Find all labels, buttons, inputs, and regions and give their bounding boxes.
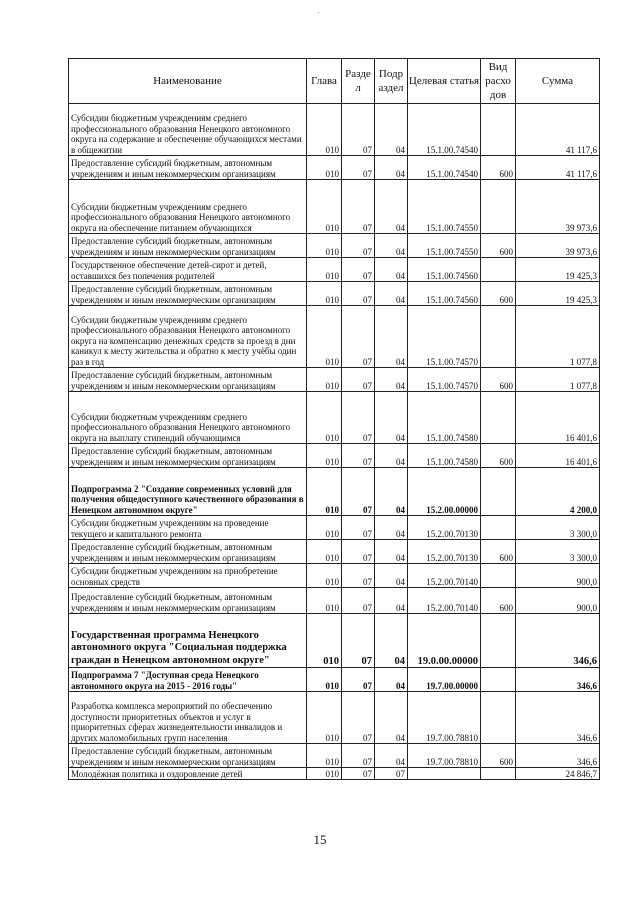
cell-celevaya: 19.0.00.00000 (408, 614, 481, 668)
cell-vid (481, 614, 516, 668)
cell-name: Молодёжная политика и оздоровление детей (69, 768, 307, 780)
header-podrazdel: Подр аздел (375, 59, 408, 104)
cell-podrazdel: 04 (375, 234, 408, 258)
table-row (69, 368, 600, 392)
table-header-row (69, 59, 600, 104)
cell-name: Подпрограмма 2 "Создание современных условий для получения общедоступного качественного образования в Ненецком автономном округе" (69, 468, 307, 516)
header-razdel: Разде л (342, 59, 375, 104)
header-name: Наименование (69, 59, 307, 104)
cell-summa: 346,6 (516, 614, 600, 668)
table-row (69, 614, 600, 668)
table-row (69, 282, 600, 306)
cell-glava: 010 (307, 744, 342, 768)
cell-name: Субсидии бюджетным учреждениям среднего профессионального образования Ненецкого автономного округа на выплату стипендий обучающимся (69, 392, 307, 444)
cell-name: Предоставление субсидий бюджетным, автономным учреждениям и иным некоммерческим организациям (69, 234, 307, 258)
cell-razdel: 07 (342, 258, 375, 282)
cell-glava: 010 (307, 444, 342, 468)
cell-summa: 3 300,0 (516, 540, 600, 564)
cell-celevaya: 15.1.00.74570 (408, 306, 481, 368)
cell-podrazdel: 04 (375, 104, 408, 156)
cell-razdel: 07 (342, 368, 375, 392)
cell-podrazdel: 07 (375, 768, 408, 780)
cell-podrazdel: 04 (375, 668, 408, 692)
cell-glava: 010 (307, 468, 342, 516)
cell-vid: 600 (481, 282, 516, 306)
cell-glava: 010 (307, 282, 342, 306)
cell-celevaya: 15.2.00.00000 (408, 468, 481, 516)
cell-summa: 346,6 (516, 744, 600, 768)
cell-podrazdel: 04 (375, 258, 408, 282)
cell-vid (481, 692, 516, 744)
cell-vid: 600 (481, 540, 516, 564)
table-row (69, 180, 600, 234)
cell-summa: 346,6 (516, 692, 600, 744)
cell-celevaya: 19.7.00.78810 (408, 692, 481, 744)
cell-name: Предоставление субсидий бюджетным, автономным учреждениям и иным некоммерческим организациям (69, 368, 307, 392)
cell-name: Предоставление субсидий бюджетным, автономным учреждениям и иным некоммерческим организациям (69, 744, 307, 768)
cell-celevaya: 15.1.00.74570 (408, 368, 481, 392)
table-row (69, 540, 600, 564)
cell-podrazdel: 04 (375, 516, 408, 540)
cell-celevaya: 15.1.00.74540 (408, 156, 481, 180)
cell-glava: 010 (307, 392, 342, 444)
cell-name: Субсидии бюджетным учреждениям на проведение текущего и капитального ремонта (69, 516, 307, 540)
cell-glava: 010 (307, 234, 342, 258)
cell-summa: 19 425,3 (516, 258, 600, 282)
table-row (69, 258, 600, 282)
cell-podrazdel: 04 (375, 614, 408, 668)
cell-razdel: 07 (342, 692, 375, 744)
cell-celevaya: 19.7.00.78810 (408, 744, 481, 768)
cell-vid: 600 (481, 744, 516, 768)
cell-razdel: 07 (342, 564, 375, 588)
cell-celevaya: 15.1.00.74540 (408, 104, 481, 156)
cell-vid (481, 516, 516, 540)
cell-name: Разработка комплекса мероприятий по обеспечению доступности приоритетных объектов и услуг в приоритетных сферах жизнедеятельности инвалидов и других маломобильных групп населения (69, 692, 307, 744)
cell-summa: 39 973,6 (516, 180, 600, 234)
table-row (69, 468, 600, 516)
cell-vid (481, 180, 516, 234)
cell-glava: 010 (307, 588, 342, 614)
header-vid: Вид расхо дов (481, 59, 516, 104)
cell-glava: 010 (307, 180, 342, 234)
cell-razdel: 07 (342, 180, 375, 234)
cell-vid: 600 (481, 444, 516, 468)
cell-name: Субсидии бюджетным учреждениям на приобретение основных средств (69, 564, 307, 588)
cell-celevaya: 15.2.00.70130 (408, 540, 481, 564)
scan-speck (318, 12, 319, 13)
cell-razdel: 07 (342, 668, 375, 692)
cell-podrazdel: 04 (375, 306, 408, 368)
cell-celevaya: 15.2.00.70130 (408, 516, 481, 540)
cell-name: Государственное обеспечение детей-сирот и детей, оставшихся без попечения родителей (69, 258, 307, 282)
table-row (69, 306, 600, 368)
cell-glava: 010 (307, 768, 342, 780)
cell-razdel: 07 (342, 156, 375, 180)
cell-summa: 41 117,6 (516, 156, 600, 180)
cell-glava: 010 (307, 692, 342, 744)
cell-razdel: 07 (342, 104, 375, 156)
cell-razdel: 07 (342, 516, 375, 540)
cell-name: Субсидии бюджетным учреждениям среднего профессионального образования Ненецкого автономного округа на обеспечение питанием обучающихся (69, 180, 307, 234)
cell-name: Предоставление субсидий бюджетным, автономным учреждениям и иным некоммерческим организациям (69, 156, 307, 180)
cell-summa: 900,0 (516, 564, 600, 588)
table-row (69, 516, 600, 540)
table-row (69, 692, 600, 744)
cell-podrazdel: 04 (375, 540, 408, 564)
cell-podrazdel: 04 (375, 588, 408, 614)
cell-celevaya: 15.1.00.74550 (408, 180, 481, 234)
cell-summa: 19 425,3 (516, 282, 600, 306)
cell-summa: 1 077,8 (516, 368, 600, 392)
cell-name: Предоставление субсидий бюджетным, автономным учреждениям и иным некоммерческим организациям (69, 282, 307, 306)
table-row (69, 564, 600, 588)
cell-vid (481, 668, 516, 692)
cell-podrazdel: 04 (375, 564, 408, 588)
cell-vid (481, 468, 516, 516)
table-row (69, 234, 600, 258)
cell-podrazdel: 04 (375, 468, 408, 516)
cell-name: Предоставление субсидий бюджетным, автономным учреждениям и иным некоммерческим организациям (69, 540, 307, 564)
cell-celevaya: 15.1.00.74560 (408, 258, 481, 282)
cell-name: Подпрограмма 7 "Доступная среда Ненецкого автономного округа на 2015 - 2016 годы" (69, 668, 307, 692)
cell-summa: 16 401,6 (516, 392, 600, 444)
cell-razdel: 07 (342, 744, 375, 768)
cell-vid: 600 (481, 234, 516, 258)
table-row (69, 444, 600, 468)
cell-summa: 41 117,6 (516, 104, 600, 156)
cell-summa: 39 973,6 (516, 234, 600, 258)
cell-razdel: 07 (342, 468, 375, 516)
cell-summa: 346,6 (516, 668, 600, 692)
cell-razdel: 07 (342, 306, 375, 368)
cell-summa: 24 846,7 (516, 768, 600, 780)
cell-glava: 010 (307, 306, 342, 368)
cell-razdel: 07 (342, 234, 375, 258)
cell-podrazdel: 04 (375, 392, 408, 444)
cell-vid (481, 392, 516, 444)
cell-celevaya: 19.7.00.00000 (408, 668, 481, 692)
table-row (69, 668, 600, 692)
cell-razdel: 07 (342, 444, 375, 468)
cell-name: Субсидии бюджетным учреждениям среднего профессионального образования Ненецкого автономного округа на компенсацию денежных средств за проезд в дни каникул к месту жительства и обратно к месту учёбы один раз в год (69, 306, 307, 368)
cell-glava: 010 (307, 368, 342, 392)
cell-podrazdel: 04 (375, 444, 408, 468)
cell-razdel: 07 (342, 614, 375, 668)
cell-summa: 4 200,0 (516, 468, 600, 516)
cell-glava: 010 (307, 258, 342, 282)
cell-celevaya: 15.2.00.70140 (408, 588, 481, 614)
cell-name: Предоставление субсидий бюджетным, автономным учреждениям и иным некоммерческим организациям (69, 444, 307, 468)
cell-summa: 16 401,6 (516, 444, 600, 468)
cell-razdel: 07 (342, 588, 375, 614)
cell-vid (481, 564, 516, 588)
cell-celevaya: 15.2.00.70140 (408, 564, 481, 588)
cell-celevaya: 15.1.00.74560 (408, 282, 481, 306)
cell-vid (481, 104, 516, 156)
cell-vid (481, 306, 516, 368)
cell-glava: 010 (307, 516, 342, 540)
header-celevaya: Целевая статья (408, 59, 481, 104)
cell-celevaya: 15.1.00.74550 (408, 234, 481, 258)
cell-summa: 1 077,8 (516, 306, 600, 368)
cell-vid (481, 258, 516, 282)
table-row (69, 392, 600, 444)
cell-name: Государственная программа Ненецкого автономного округа "Социальная поддержка граждан в Ненецком автономном округе" (69, 614, 307, 668)
budget-table (68, 58, 600, 780)
cell-glava: 010 (307, 614, 342, 668)
cell-celevaya: 15.1.00.74580 (408, 392, 481, 444)
cell-name: Предоставление субсидий бюджетным, автономным учреждениям и иным некоммерческим организациям (69, 588, 307, 614)
cell-vid: 600 (481, 368, 516, 392)
cell-celevaya (408, 768, 481, 780)
cell-podrazdel: 04 (375, 744, 408, 768)
header-summa: Сумма (516, 59, 600, 104)
cell-vid: 600 (481, 588, 516, 614)
cell-glava: 010 (307, 156, 342, 180)
cell-vid: 600 (481, 156, 516, 180)
cell-podrazdel: 04 (375, 692, 408, 744)
table-row (69, 768, 600, 780)
table-row (69, 156, 600, 180)
cell-podrazdel: 04 (375, 180, 408, 234)
table-row (69, 104, 600, 156)
cell-summa: 900,0 (516, 588, 600, 614)
table-row (69, 588, 600, 614)
cell-razdel: 07 (342, 282, 375, 306)
cell-summa: 3 300,0 (516, 516, 600, 540)
cell-podrazdel: 04 (375, 282, 408, 306)
cell-celevaya: 15.1.00.74580 (408, 444, 481, 468)
page-number: 15 (313, 832, 327, 847)
cell-razdel: 07 (342, 768, 375, 780)
cell-glava: 010 (307, 540, 342, 564)
cell-glava: 010 (307, 104, 342, 156)
cell-podrazdel: 04 (375, 368, 408, 392)
cell-razdel: 07 (342, 540, 375, 564)
header-glava: Глава (307, 59, 342, 104)
cell-glava: 010 (307, 668, 342, 692)
cell-podrazdel: 04 (375, 156, 408, 180)
cell-name: Субсидии бюджетным учреждениям среднего профессионального образования Ненецкого автономного округа на содержание и обеспечение обучающихся местами в общежитии (69, 104, 307, 156)
cell-glava: 010 (307, 564, 342, 588)
cell-vid (481, 768, 516, 780)
table-row (69, 744, 600, 768)
cell-razdel: 07 (342, 392, 375, 444)
